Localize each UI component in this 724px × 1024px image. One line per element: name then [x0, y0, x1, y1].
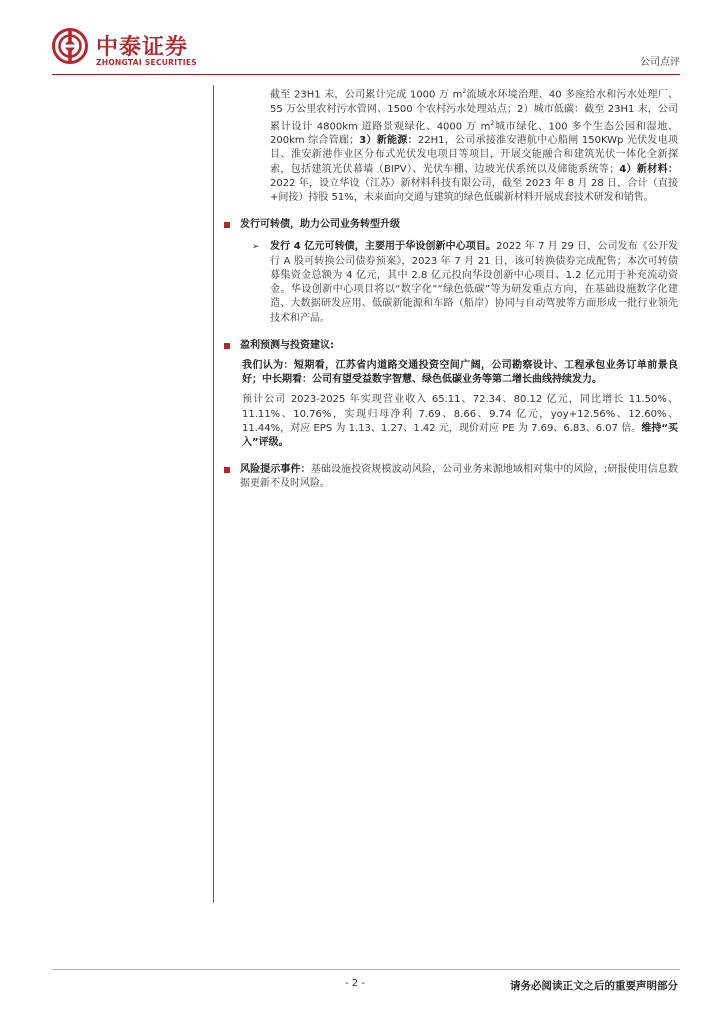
superscript: 2: [490, 119, 495, 127]
page-header: [0, 0, 724, 80]
section-bullet-icon: [224, 343, 230, 349]
brand-name-en: ZHONGTAI SECURITIES: [96, 58, 197, 67]
text-run: 流域水环境治理、40 多座给水和污水处理厂、55 万公里农村污水管网、1500 个农村污水处理站点；2）城市低碳：截至 23H1 末，公司累计设计 4800km 道路景观绿化、4000 万 m: [270, 89, 678, 133]
report-type-label: 公司点评: [640, 57, 680, 68]
section-heading: 盈利预测与投资建议:: [240, 339, 334, 351]
zhongtai-logo-icon: [52, 28, 88, 64]
bold-label: 4）新材料：: [619, 163, 678, 175]
section-bullet-icon: [224, 222, 230, 228]
report-body: [222, 85, 678, 492]
text-run: 22H1，公司承接淮安港航中心船闸 150KWp 光伏发电项目、淮安新港作业区分布式光伏发电项目等项目，开展交能融合和建筑光伏一体化全新探索，包括建筑光伏幕墙（BIPV）、光伏车棚、边坡光伏系统以及储能系统等；: [270, 135, 678, 175]
section-convertible-bond: [222, 218, 678, 232]
section-bullet-icon: [224, 467, 230, 473]
text-run: 截至 23H1 末，公司累计完成 1000 万 m: [270, 89, 463, 101]
text-run: 基础设施投资规模波动风险，公司业务来源地域相对集中的风险，;研报使用信息数据更新不及时风险。: [240, 464, 679, 490]
superscript: 2: [462, 88, 467, 95]
business-paragraph: [222, 85, 678, 205]
brand-name-cn: 中泰证券: [96, 35, 189, 60]
bold-lead: 发行 4 亿元可转债，主要用于华设创新中心项目。: [270, 241, 497, 253]
header-divider: [52, 74, 680, 75]
bold-label: 3）新能源：: [359, 135, 418, 147]
investment-view: [222, 359, 678, 387]
convertible-bond-detail: [222, 240, 678, 325]
section-heading: 发行可转债，助力公司业务转型升级: [240, 219, 400, 231]
section-risk: [222, 463, 678, 491]
text-run: 2022 年，设立华设（江苏）新材料科技有限公司，截至 2023 年 8 月 28 日，合计（直接+间接）持股 51%，未来面向交通与建筑的绿色低碳新材料开展成套技术研发和销售。: [270, 177, 678, 204]
page-number: - 2 -: [345, 978, 365, 989]
footer-divider: [52, 969, 680, 970]
bold-view: 我们认为：短期看，江苏省内道路交通投资空间广阔，公司勘察设计、工程承包业务订单前景良好；中长期看：公司有望受益数字智慧、绿色低碳业务等第二增长曲线持续发力。: [242, 359, 678, 386]
text-run: 城市绿化、100 多个生态公园和湿地、200km 综合管廊；: [270, 121, 679, 147]
section-heading: 风险提示事件：: [240, 464, 311, 476]
section-forecast: [222, 339, 678, 353]
left-margin-rule: [213, 85, 214, 903]
earnings-forecast: [222, 393, 678, 450]
footer-disclaimer: 请务必阅读正文之后的重要声明部分: [510, 980, 678, 992]
text-run: 预计公司 2023-2025 年实现营业收入 65.11、72.34、80.12 亿元，同比增长 11.50%、11.11%、10.76%，实现归母净利 7.69、8.66、9.74 亿元，yoy+12.56%、12.60%、11.44%，对应 EPS 为 1.13、1.27、1.42 元，现价对应 PE 为 7.69、6.83、6.07 倍。: [242, 394, 678, 434]
arrow-bullet-icon: ➢: [252, 242, 260, 253]
text-run: 2022 年 7 月 29 日，公司发布《公开发行 A 股可转换公司债券预案》，2023 年 7 月 21 日，该可转换债券完成配售；本次可转债募集资金总额为 4 亿元，其中 2.8 亿元投向华设创新中心项目、1.2 亿元用于补充流动资金。华设创新中心项目将以“数字化”“绿色低碳”等为研发重点方向，在基础设施数字化建造、大数据研发应用、低碳新能源和车路（船岸）协同与自动驾驶等方面形成一批行业领先技术和产品。: [270, 241, 679, 324]
risk-paragraph: [240, 463, 678, 491]
rating-text: 维持“买入”评级。: [242, 422, 678, 448]
